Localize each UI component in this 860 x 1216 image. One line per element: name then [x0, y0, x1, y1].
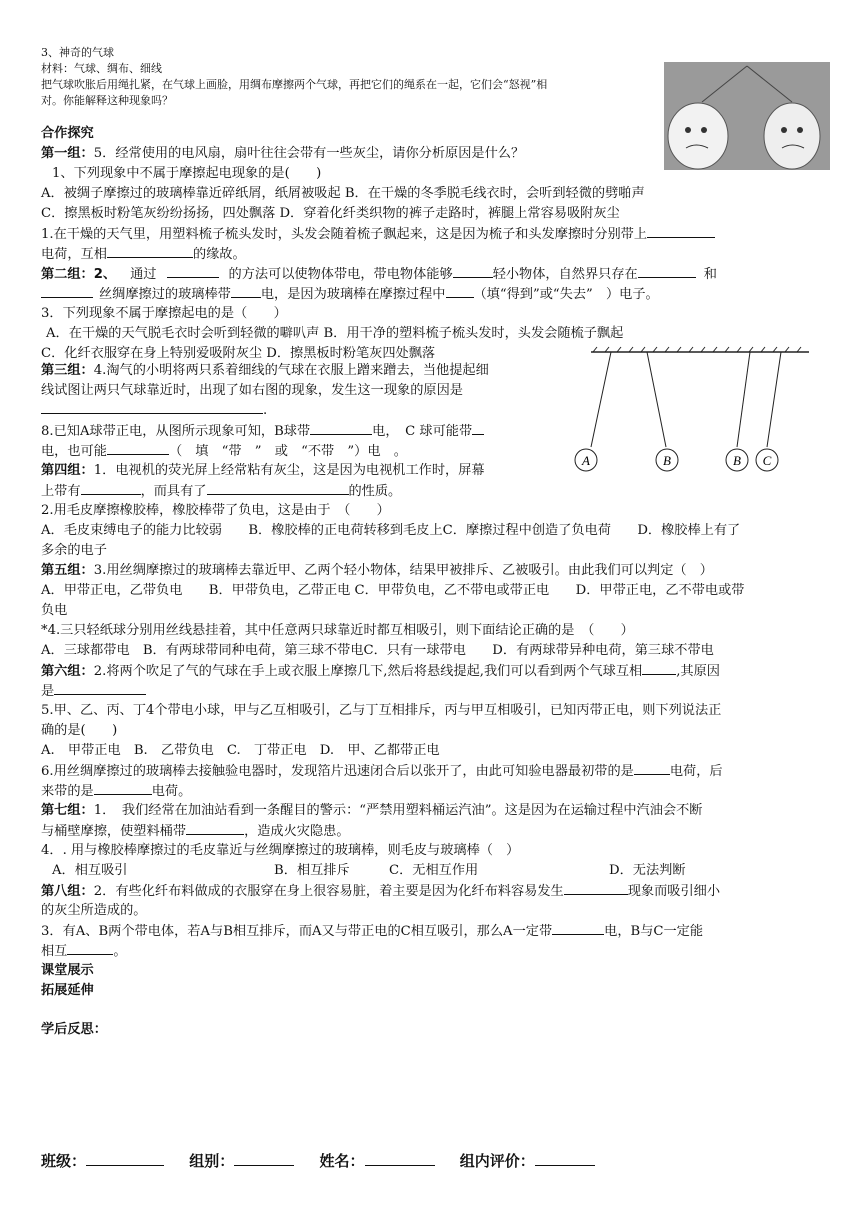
q-gas-station-end: ，造成火灾隐患。: [244, 824, 350, 839]
blank-a-charge[interactable]: [552, 921, 604, 935]
group-field[interactable]: [234, 1150, 294, 1166]
activity-desc-1: 把气球吹胀后用绳扎紧，在气球上画脸，用绸布摩擦两个气球，再把它们的绳系在一起，它们会“怒视”相: [41, 78, 548, 91]
q-ab-line2: 相互: [41, 944, 68, 959]
activity-desc-2: 对。你能解释这种现象吗？: [41, 94, 173, 107]
q-ab-cont: 电，B与C一定能: [604, 924, 704, 939]
blank-c-charge[interactable]: [472, 421, 484, 435]
q-ab-end: 。: [113, 944, 127, 959]
q-electroscope-cont: 电荷，后: [669, 764, 723, 779]
blank-charging-method[interactable]: [167, 264, 219, 278]
q-balloon-cont: 线试图让两只气球靠近时，出现了如右图的现象，发生这一现象的原因是: [41, 383, 463, 398]
q1-options-ab: A．被绸子摩擦过的玻璃棒靠近碎纸屑，纸屑被吸起 B．在干燥的冬季脱毛线衣时，会听到轻微的劈啪声: [41, 186, 645, 201]
q-fur-options-cont: 多余的电子: [41, 543, 107, 558]
q-fan-dust: 5．经常使用的电风扇，扇叶往往会带有一些灰尘，请你分析原因是什么？: [93, 146, 525, 161]
g2-q-part1: 通过: [130, 267, 157, 282]
section-cooperate: 合作探究: [41, 126, 94, 141]
q-balloon-stem: 4.淘气的小明将两只系着细线的气球在衣服上蹭来蹭去，当他提起细: [93, 363, 489, 378]
blank-tv-charge[interactable]: [81, 481, 141, 495]
g2-q-glass-cont: 电，是因为玻璃棒在摩擦过程中: [260, 287, 446, 302]
q-tv-stem: 1．电视机的荧光屏上经常粘有灰尘，这是因为电视机工作时，屏幕: [93, 463, 485, 478]
group-4-label: 第四组：: [41, 463, 94, 478]
q-fur-glass-b: B．相互排斥: [274, 863, 350, 878]
q-fur-glass-d: D．无法判断: [609, 863, 686, 878]
blank-charge-type-2[interactable]: [41, 284, 93, 298]
group-5-label: 第五组：: [41, 563, 94, 578]
section-extend: 拓展延伸: [41, 983, 94, 998]
blank-initial-charge[interactable]: [634, 761, 670, 775]
group-label: 组别：: [189, 1152, 235, 1170]
q1-options-cd: C．擦黑板时粉笔灰纷纷扬扬，四处飘落 D．穿着化纤类织物的裤子走路时，裤腿上常容易吸附灰尘: [41, 206, 620, 221]
activity-title: 3、神奇的气球: [41, 46, 114, 59]
group-2-label: 第二组：2、: [41, 267, 117, 282]
q-fur-options: A．毛皮束缚电子的能力比较弱 B．橡胶棒的正电荷转移到毛皮上C．摩擦过程中创造了负电荷 D．橡胶棒上有了: [41, 523, 741, 538]
q-jia-yi-options-cont: 负电: [41, 603, 68, 618]
materials-line: 材料：气球、绸布、细线: [41, 62, 162, 75]
q-comb-stem: 1.在干燥的天气里，用塑料梳子梳头发时，头发会随着梳子飘起来，这是因为梳子和头发摩擦时分别带上: [41, 227, 648, 242]
q-gas-station: 1． 我们经常在加油站看到一条醒目的警示：“严禁用塑料桶运汽油”。这是因为在运输过程中汽油会不断: [93, 803, 703, 818]
group-8-label: 第八组：: [41, 884, 94, 899]
q-rub-balloons: 2.将两个吹足了气的气球在手上或衣服上摩擦几下,然后将悬线提起,我们可以看到两个气球互相: [93, 664, 643, 679]
q-fabric-stem: 2．有些化纤布料做成的衣服穿在身上很容易脏，着主要是因为化纤布料容易发生: [93, 884, 564, 899]
blank-bc-interaction[interactable]: [67, 941, 113, 955]
q-gas-station-cont: 与桶壁摩擦，使塑料桶带: [41, 824, 187, 839]
blank-comb-interaction[interactable]: [107, 244, 193, 258]
blank-b-charge[interactable]: [310, 421, 372, 435]
eval-field[interactable]: [535, 1150, 595, 1166]
q-fur-stem: 2.用毛皮摩擦橡胶棒，橡胶棒带了负电，这是由于 （ ）: [41, 503, 390, 518]
class-field[interactable]: [86, 1150, 164, 1166]
q-rub-balloons-cont: ,其原因: [676, 664, 720, 679]
q-four-balls-cont: 确的是( ): [41, 723, 118, 738]
q-four-balls-stem: 5.甲、乙、丙、丁4个带电小球，甲与乙互相吸引，乙与丁互相排斥，丙与甲互相吸引，已知丙带正电，则下列说法正: [41, 703, 722, 718]
q-fur-glass-stem: 4．. 用与橡胶棒摩擦过的毛皮靠近与丝绸摩擦过的玻璃棒，则毛皮与玻璃棒（ ）: [41, 843, 520, 858]
section-reflect: 学后反思：: [41, 1022, 107, 1037]
blank-balloons-interaction[interactable]: [642, 661, 676, 675]
name-label: 姓名：: [319, 1152, 365, 1170]
blank-later-charge[interactable]: [94, 781, 152, 795]
blank-fabric-phenomenon[interactable]: [564, 881, 628, 895]
group-7-label: 第七组：: [41, 803, 94, 818]
g2-q-part2: 的方法可以使物体带电，带电物体能够: [228, 267, 453, 282]
q8-cont: 电， C 球可能带: [372, 424, 473, 439]
q-tv-mid: ，而具有了: [140, 484, 207, 499]
q8-stem: 8.已知A球带正电，从图所示现象可知，B球带: [41, 424, 311, 439]
q-three-balls-options: A．三球都带电 B．有两球带同种电荷，第三球不带电C．只有一球带电 D．有两球带异种电荷，第三球不带电: [41, 643, 714, 658]
q-comb-cont: 电荷，互相: [41, 247, 107, 262]
blank-balloon-reason[interactable]: [41, 400, 263, 414]
footer-info: [41, 1150, 595, 1171]
q3-options-ab: A．在干燥的天气脱毛衣时会听到轻微的噼叭声 B．用干净的塑料梳子梳头发时，头发会随梳子飘起: [46, 326, 624, 341]
q-electroscope-end: 电荷。: [151, 784, 192, 799]
blank-tv-property[interactable]: [207, 481, 349, 495]
blank-c-maybe[interactable]: [107, 441, 169, 455]
q3-stem: 3．下列现象不属于摩擦起电的是（ ）: [41, 306, 287, 321]
blank-gain-lose[interactable]: [446, 284, 474, 298]
class-label: 班级：: [41, 1152, 87, 1170]
q3-options-cd: C．化纤衣服穿在身上特别爱吸附灰尘 D．擦黑板时粉笔灰四处飘落: [41, 346, 436, 361]
eval-label: 组内评价：: [459, 1152, 535, 1170]
blank-balloons-reason[interactable]: [54, 681, 146, 695]
g2-q-glass: 丝绸摩擦过的玻璃棒带: [99, 287, 231, 302]
q-jia-yi-stem: 3.用丝绸摩擦过的玻璃棒去靠近甲、乙两个轻小物体，结果甲被排斥、乙被吸引。由此我们可以判定（ ）: [93, 563, 713, 578]
q-comb-end: 的缘故。: [192, 247, 246, 262]
q-electroscope-line2: 来带的是: [41, 784, 94, 799]
ball-label-b-1: B: [663, 453, 671, 468]
q-tv-cont: 上带有: [41, 484, 81, 499]
q-tv-end: 的性质。: [348, 484, 402, 499]
section-showcase: 课堂展示: [41, 963, 94, 978]
q-four-balls-options: A. 甲带正电 B. 乙带负电 C. 丁带正电 D. 甲、乙都带正电: [41, 743, 440, 758]
q8-line2-end: （ 填 “带 ” 或 “不带 ”）电 。: [168, 444, 407, 459]
q-three-balls-stem: *4.三只轻纸球分别用丝线悬挂着，其中任意两只球靠近时都互相吸引，则下面结论正确的是 （ ）: [41, 623, 634, 638]
q-fur-glass-a: A．相互吸引: [52, 863, 128, 878]
group-6-label: 第六组：: [41, 664, 94, 679]
q-ab-stem: 3．有A、B两个带电体，若A与B相互排斥，而A又与带正电的C相互吸引，那么A一定带: [41, 924, 553, 939]
q-fur-glass-c: C．无相互作用: [389, 863, 479, 878]
balloon-photo: [664, 62, 830, 170]
q-jia-yi-options: A．甲带正电，乙带负电 B．甲带负电，乙带正电 C．甲带负电，乙不带电或带正电 D．甲带正电，乙不带电或带: [41, 583, 745, 598]
q-electroscope-stem: 6.用丝绸摩擦过的玻璃棒去接触验电器时，发现箔片迅速闭合后以张开了，由此可知验电器最初带的是: [41, 764, 634, 779]
ball-label-a: A: [582, 453, 590, 468]
q8-line2: 电，也可能: [41, 444, 107, 459]
blank-attract[interactable]: [453, 264, 493, 278]
q-fabric-cont: 现象而吸引细小: [627, 884, 721, 899]
q-rub-balloons-line2: 是: [41, 684, 55, 699]
g2-q-part3: 轻小物体，自然界只存在: [492, 267, 638, 282]
group-1-label: 第一组：: [41, 146, 94, 161]
name-field[interactable]: [365, 1150, 435, 1166]
hanging-balls-diagram: [582, 344, 813, 478]
blank-glass-charge[interactable]: [231, 284, 261, 298]
g2-q-and: 和: [703, 267, 717, 282]
ball-label-b-2: B: [733, 453, 741, 468]
blank-comb-charge[interactable]: [647, 224, 715, 238]
q-fabric-end: 的灰尘所造成的。: [41, 903, 147, 918]
group-3-label: 第三组：: [41, 363, 94, 378]
q1-stem: 1、下列现象中不属于摩擦起电现象的是( ): [52, 166, 322, 181]
blank-bucket-charge[interactable]: [186, 821, 244, 835]
g2-q-glass-end: （填“得到”或“失去” ）电子。: [473, 287, 659, 302]
ball-label-c: C: [762, 453, 772, 468]
blank-charge-type-1[interactable]: [638, 264, 696, 278]
